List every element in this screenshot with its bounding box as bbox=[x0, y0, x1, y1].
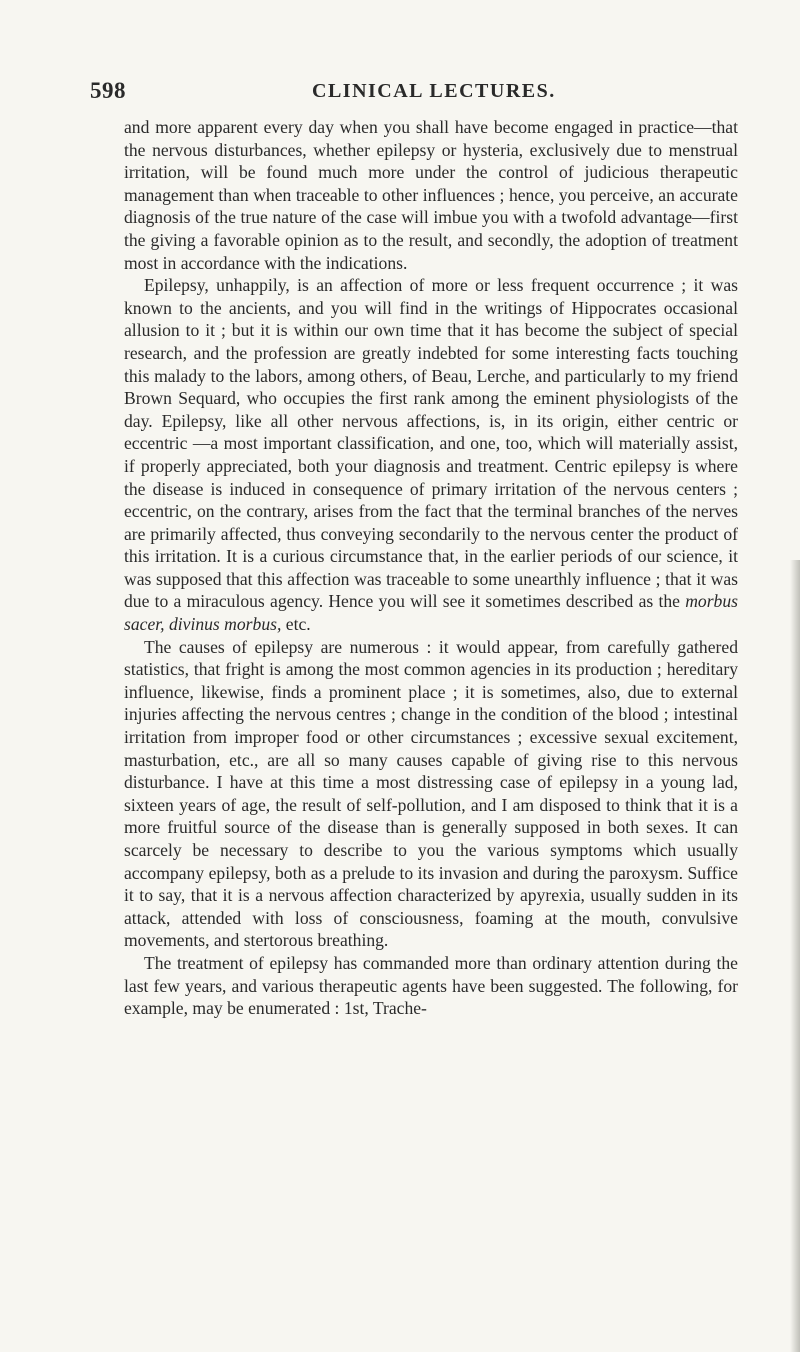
paragraph-3: The causes of epilepsy are numerous : it would appear, from carefully gathered statistics, that fright is among the most common agencies in its production ; hereditary influence, likewise, finds a prominent place ; it is sometimes, also, due to external injuries affecting the nervous centres ; change in the condition of the blood ; intestinal irritation from improper food or other circumstances ; excessive sexual excitement, masturbation, etc., are all so many causes capable of giving rise to this nervous disturbance. I have at this time a most distressing case of epilepsy in a young lad, sixteen years of age, the result of self-pollution, and I am disposed to think that it is a more fruitful source of the disease than is generally supposed in both sexes. It can scarcely be necessary to describe to you the various symptoms which usually accompany epilepsy, both as a prelude to its invasion and during the paroxysm. Suffice it to say, that it is a nervous affection characterized by apyrexia, usually sudden in its attack, attended with loss of consciousness, foaming at the mouth, convulsive movements, and stertorous breathing. bbox=[124, 636, 738, 951]
running-title: CLINICAL LECTURES. bbox=[312, 80, 556, 102]
paragraph-4: The treatment of epilepsy has commanded more than ordinary attention during the last few years, and various therapeutic agents have been suggested. The following, for example, may be enumerated : 1st, Trache- bbox=[124, 952, 738, 1019]
paragraph-2-italic: morbus sacer, divinus morbus, bbox=[124, 591, 738, 635]
running-head bbox=[90, 78, 738, 108]
body-text bbox=[124, 116, 738, 1020]
paragraph-2 bbox=[124, 274, 738, 636]
paragraph-2-tail: etc. bbox=[281, 614, 311, 635]
paragraph-2-text: Epilepsy, unhappily, is an affection of more or less frequent occurrence ; it was known to the ancients, and you will find in the writings of Hippocrates occasional allusion to it ; but it is within our own time that it has become the subject of special research, and the profession are greatly indebted for some interesting facts touching this malady to the labors, among others, of Beau, Lerche, and particularly to my friend Brown Sequard, who occupies the first rank among the eminent physiologists of the day. Epilepsy, like all other nervous affections, is, in its origin, either centric or eccentric —a most important classification, and one, too, which will materially assist, if properly appreciated, both your diagnosis and treatment. Centric epilepsy is where the disease is induced in consequence of primary irritation of the nervous centers ; eccentric, on the contrary, arises from the fact that the terminal branches of the nerves are primarily affected, thus conveying secondarily to the nervous center the product of this irritation. It is a curious circumstance that, in the earlier periods of our science, it was supposed that this affection was traceable to some unearthly influence ; that it was due to a miraculous agency. Hence you will see it sometimes described as the bbox=[124, 275, 738, 612]
page-number: 598 bbox=[90, 78, 126, 103]
paragraph-1: and more apparent every day when you shall have become engaged in practice—that the nervous disturbances, whether epilepsy or hysteria, exclusively due to menstrual irritation, will be found much more under the control of judicious therapeutic management than when traceable to other influences ; hence, you perceive, an accurate diagnosis of the true nature of the case will imbue you with a twofold advantage—first the giving a favorable opinion as to the result, and secondly, the adoption of treatment most in accordance with the indications. bbox=[124, 117, 738, 273]
page-edge-shadow bbox=[790, 560, 800, 1352]
